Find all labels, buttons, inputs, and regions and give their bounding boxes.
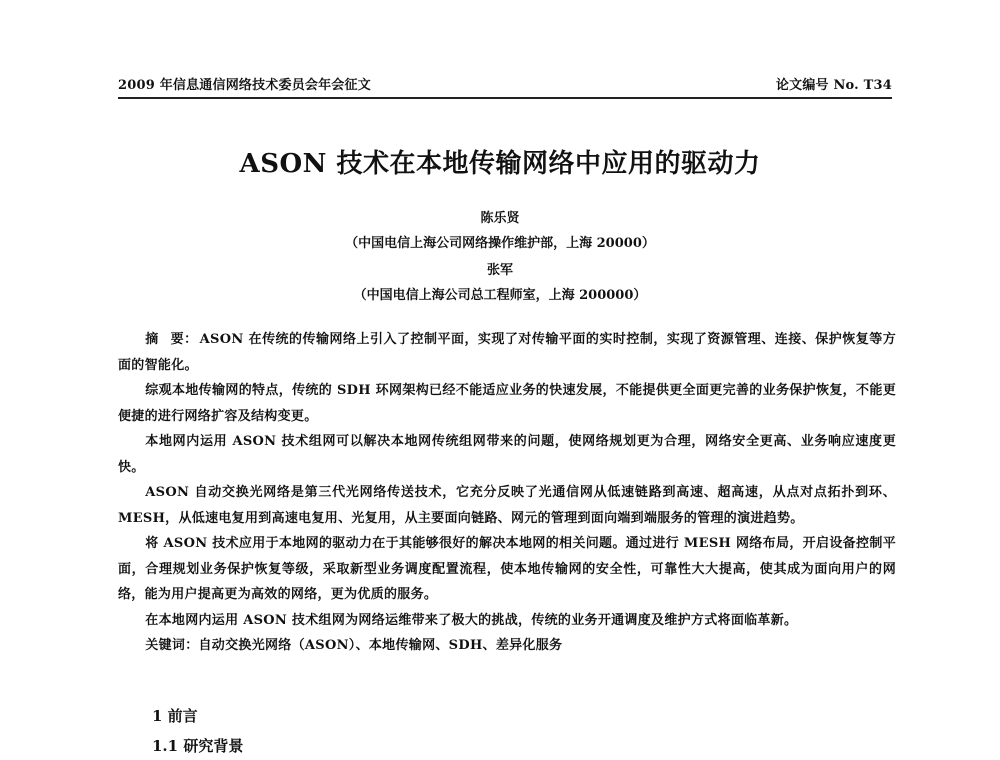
paper-number: 论文编号 No. T34 — [775, 78, 892, 93]
subsection-heading: 1.1 研究背景 — [152, 737, 244, 755]
keywords — [118, 633, 896, 659]
keywords-label: 关键词： — [145, 638, 199, 653]
keywords-text: 自动交换光网络（ASON）、本地传输网、SDH、差异化服务 — [198, 638, 563, 653]
author-affiliation-2: （中国电信上海公司总工程师室，上海 200000） — [353, 288, 647, 303]
header-divider — [118, 97, 892, 99]
section-heading: 1 前言 — [152, 707, 198, 725]
abstract-paragraph: ASON 自动交换光网络是第三代光网络传送技术，它充分反映了光通信网从低速链路到高速、超高速，从点对点拓扑到环、MESH，从低速电复用到高速电复用、光复用，从主要面向链路、网元的管理到面向端到端服务的管理的演进趋势。 — [118, 485, 896, 526]
abstract — [118, 327, 896, 659]
running-header — [118, 74, 892, 96]
paper-title: ASON 技术在本地传输网络中应用的驱动力 — [239, 149, 761, 179]
abstract-paragraph: 在本地网内运用 ASON 技术组网为网络运维带来了极大的挑战，传统的业务开通调度及维护方式将面临革新。 — [145, 612, 798, 628]
conference-name: 2009 年信息通信网络技术委员会年会征文 — [118, 78, 371, 93]
abstract-paragraph: 综观本地传输网的特点，传统的 SDH 环网架构已经不能适应业务的快速发展，不能提供更全面更完善的业务保护恢复，不能更便捷的进行网络扩容及结构变更。 — [118, 383, 896, 424]
author-affiliation-1: （中国电信上海公司网络操作维护部，上海 20000） — [345, 236, 655, 251]
author-name-1: 陈乐贤 — [480, 211, 520, 226]
abstract-paragraph: 摘 要： ASON 在传统的传输网络上引入了控制平面，实现了对传输平面的实时控制，实现了资源管理、连接、保护恢复等方面的智能化。 — [118, 332, 896, 373]
abstract-paragraph: 将 ASON 技术应用于本地网的驱动力在于其能够很好的解决本地网的相关问题。通过进行 MESH 网络布局，开启设备控制平面，合理规划业务保护恢复等级，采取新型业务调度配置流程，使本地传输网的安全性，可靠性大大提高，使其成为面向用户的网络，能为用户提高更为高效的网络，更为优质的服务。 — [118, 536, 896, 602]
abstract-paragraph: 本地网内运用 ASON 技术组网可以解决本地网传统组网带来的问题，使网络规划更为合理，网络安全更高、业务响应速度更快。 — [118, 434, 896, 475]
abstract-label: 摘 要： — [145, 332, 198, 347]
author-name-2: 张军 — [486, 263, 513, 278]
